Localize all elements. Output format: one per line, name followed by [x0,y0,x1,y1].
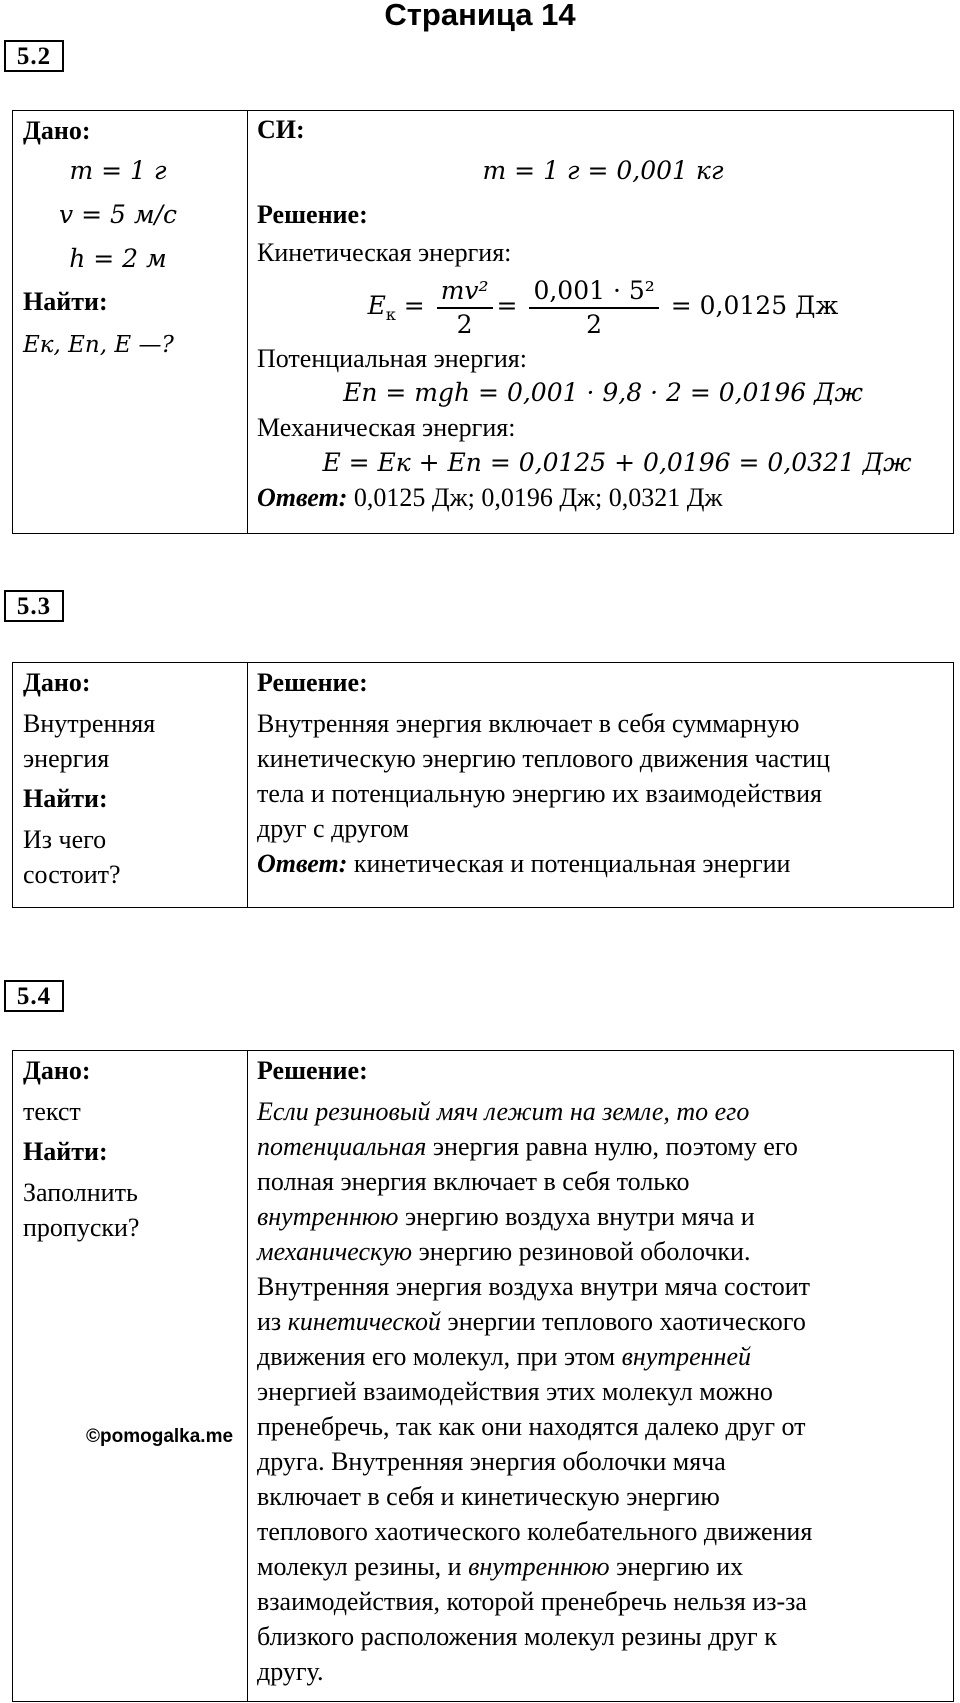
mechanical-formula: E = Eк + Eп = 0,0125 + 0,0196 = 0,0321 Дж [322,448,912,477]
task-5-3-table [12,662,954,908]
solution-line-4: друг с другом [257,814,409,843]
task-number-5-3: 5.3 [4,590,64,622]
solution-line: полная энергия включает в себя только [257,1167,690,1196]
task-number-5-2: 5.2 [4,40,64,72]
column-divider [247,1051,248,1701]
potential-heading: Потенциальная энергия: [257,344,527,373]
find-line-1: Из чего [23,825,107,854]
kinetic-lhs-subscript: к [385,305,396,324]
solution-line: молекул резины, и внутреннюю энергию их [257,1552,744,1581]
task-5-4-table [12,1050,954,1702]
solution-line-3: тела и потенциальную энергию их взаимодействия [257,779,822,808]
answer-text: 0,0125 Дж; 0,0196 Дж; 0,0321 Дж [353,483,723,512]
solution-line: теплового хаотического колебательного движения [257,1517,813,1546]
solution-line: внутреннюю энергию воздуха внутри мяча и [257,1202,755,1231]
solution-label: Решение: [257,1056,368,1085]
solution-line: потенциальная энергия равна нулю, поэтому его [257,1132,798,1161]
answer-label: Ответ: [257,483,348,512]
mechanical-heading: Механическая энергия: [257,413,516,442]
solution-column [257,1053,949,1689]
fraction-1-numerator: mv² [437,275,493,309]
kinetic-fraction-1 [437,275,493,341]
answer-text: кинетическая и потенциальная энергии [353,849,791,878]
find-line-1: Заполнить [23,1178,138,1207]
solution-line: другу. [257,1657,324,1686]
solution-line: энергией взаимодействия этих молекул можно [257,1377,773,1406]
solution-line: движения его молекул, при этом внутренней [257,1342,751,1371]
si-conversion: m = 1 г = 0,001 кг [482,156,724,185]
given-text: текст [23,1097,81,1126]
fraction-2-denominator: 2 [586,309,603,339]
answer-label: Ответ: [257,849,348,878]
task-5-2-table [12,110,954,534]
solution-line-1: Внутренняя энергия включает в себя суммарную [257,709,800,738]
solution-line: Внутренняя энергия воздуха внутри мяча состоит [257,1272,811,1301]
si-label: СИ: [257,115,305,144]
kinetic-lhs: E [367,291,386,320]
solution-line-2: кинетическую энергию теплового движения частиц [257,744,831,773]
solution-line: близкого расположения молекул резины друг к [257,1622,777,1651]
potential-formula: Eп = mgh = 0,001 · 9,8 · 2 = 0,0196 Дж [343,378,863,407]
find-label: Найти: [23,1137,108,1166]
kinetic-result: = 0,0125 Дж [670,291,839,320]
given-velocity: v = 5 м/с [59,200,177,229]
find-line-2: состоит? [23,860,121,889]
find-label: Найти: [23,287,108,316]
solution-label: Решение: [257,668,368,697]
answer-line [257,481,949,515]
solution-line: взаимодействия, которой пренебречь нельзя из-за [257,1587,807,1616]
given-line-1: Внутренняя [23,709,156,738]
column-divider [247,111,248,533]
given-line-2: энергия [23,744,110,773]
find-quantities: Eк, Eп, E —? [23,332,174,358]
find-line-2: пропуски? [23,1213,140,1242]
column-divider [247,663,248,907]
solution-label: Решение: [257,200,368,229]
solution-column [257,665,949,881]
task-number-5-4: 5.4 [4,980,64,1012]
solution-line: Если резиновый мяч лежит на земле, то его [257,1097,750,1126]
given-height: h = 2 м [69,244,167,273]
solution-line: механическую энергию резиновой оболочки. [257,1237,751,1266]
given-label: Дано: [23,668,91,697]
kinetic-formula: $E_к$ = $\frac{\text{mv²}}{2}$ = $\frac{\text{0,001 · 5²}}{2}$ = 0,0125 Дж [367,275,839,339]
answer-line [257,846,949,881]
given-label: Дано: [23,1056,91,1085]
page-title: Страница 14 [384,0,576,32]
solution-column [257,113,949,515]
given-column [23,113,241,367]
kinetic-heading: Кинетическая энергия: [257,238,512,267]
kinetic-fraction-2 [529,275,658,341]
solution-line: включает в себя и кинетическую энергию [257,1482,720,1511]
given-column [23,1053,241,1245]
watermark: ©pomogalka.me [86,1426,234,1447]
solution-line: друга. Внутренняя энергия оболочки мяча [257,1447,726,1476]
given-label: Дано: [23,116,91,145]
given-column [23,665,241,892]
find-label: Найти: [23,784,108,813]
fraction-2-numerator: 0,001 · 5² [529,275,658,309]
solution-line: из кинетической энергии теплового хаотического [257,1307,806,1336]
fraction-1-denominator: 2 [456,309,473,339]
given-mass: m = 1 г [69,156,167,185]
solution-line: пренебречь, так как они находятся далеко друг от [257,1412,806,1441]
